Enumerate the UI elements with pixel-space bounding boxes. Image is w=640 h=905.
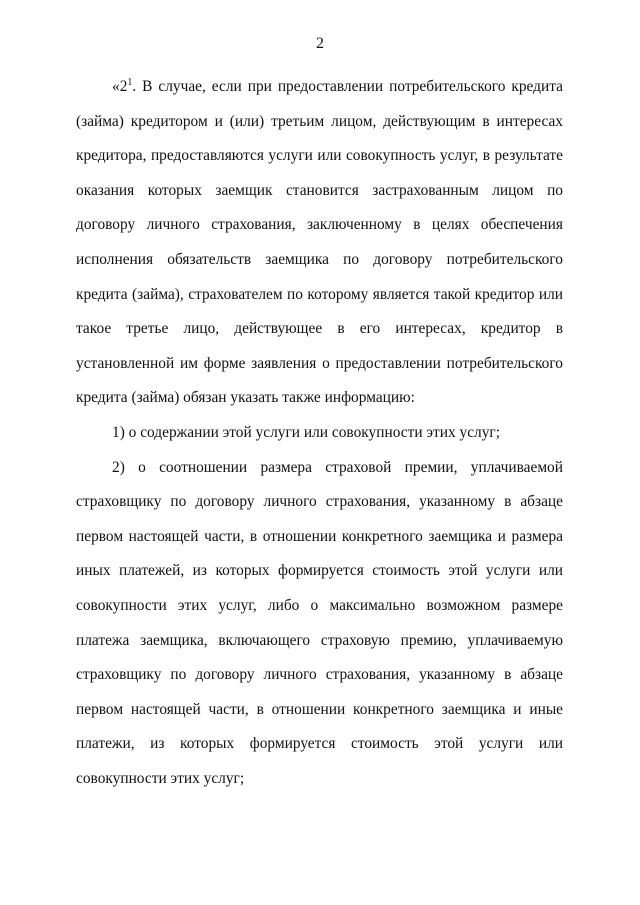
intro-paragraph	[76, 70, 563, 416]
list-item-1: 1) о содержании этой услуги или совокупности этих услуг;	[112, 423, 501, 441]
list-item-2: 2) о соотношении размера страховой премии, уплачиваемой страховщику по договору личного страхования, указанному в абзаце первом настоящей части, в отношении конкретного заемщика и размера иных платежей, из которых формируется стоимость этой услуги или совокупности этих услуг, либо о максимально возможном размере платежа заемщика, включающего страховую премию, уплачиваемую страховщику по договору личного страхования, указанному в абзаце первом настоящей части, в отношении конкретного заемщика и иные платежи, из которых формируется стоимость этой услуги или совокупности этих услуг;	[76, 458, 563, 787]
page-number: 2	[316, 35, 324, 52]
intro-quote-number: «2	[112, 78, 128, 95]
intro-text: . В случае, если при предоставлении потребительского кредита (займа) кредитором и (или) третьим лицом, действующим в интересах кредитора, предоставляются услуги или совокупность услуг, в результате оказания которых заемщик становится застрахованным лицом по договору личного страхования, заключенному в целях обеспечения исполнения обязательств заемщика по договору потребительского кредита (займа), страхователем по которому является такой кредитор или такое третье лицо, действующее в его интересах, кредитор в установленной им форме заявления о предоставлении потребительского кредита (займа) обязан указать также информацию:	[76, 78, 563, 407]
document-body	[76, 70, 563, 796]
intro-superscript: 1	[127, 77, 133, 88]
